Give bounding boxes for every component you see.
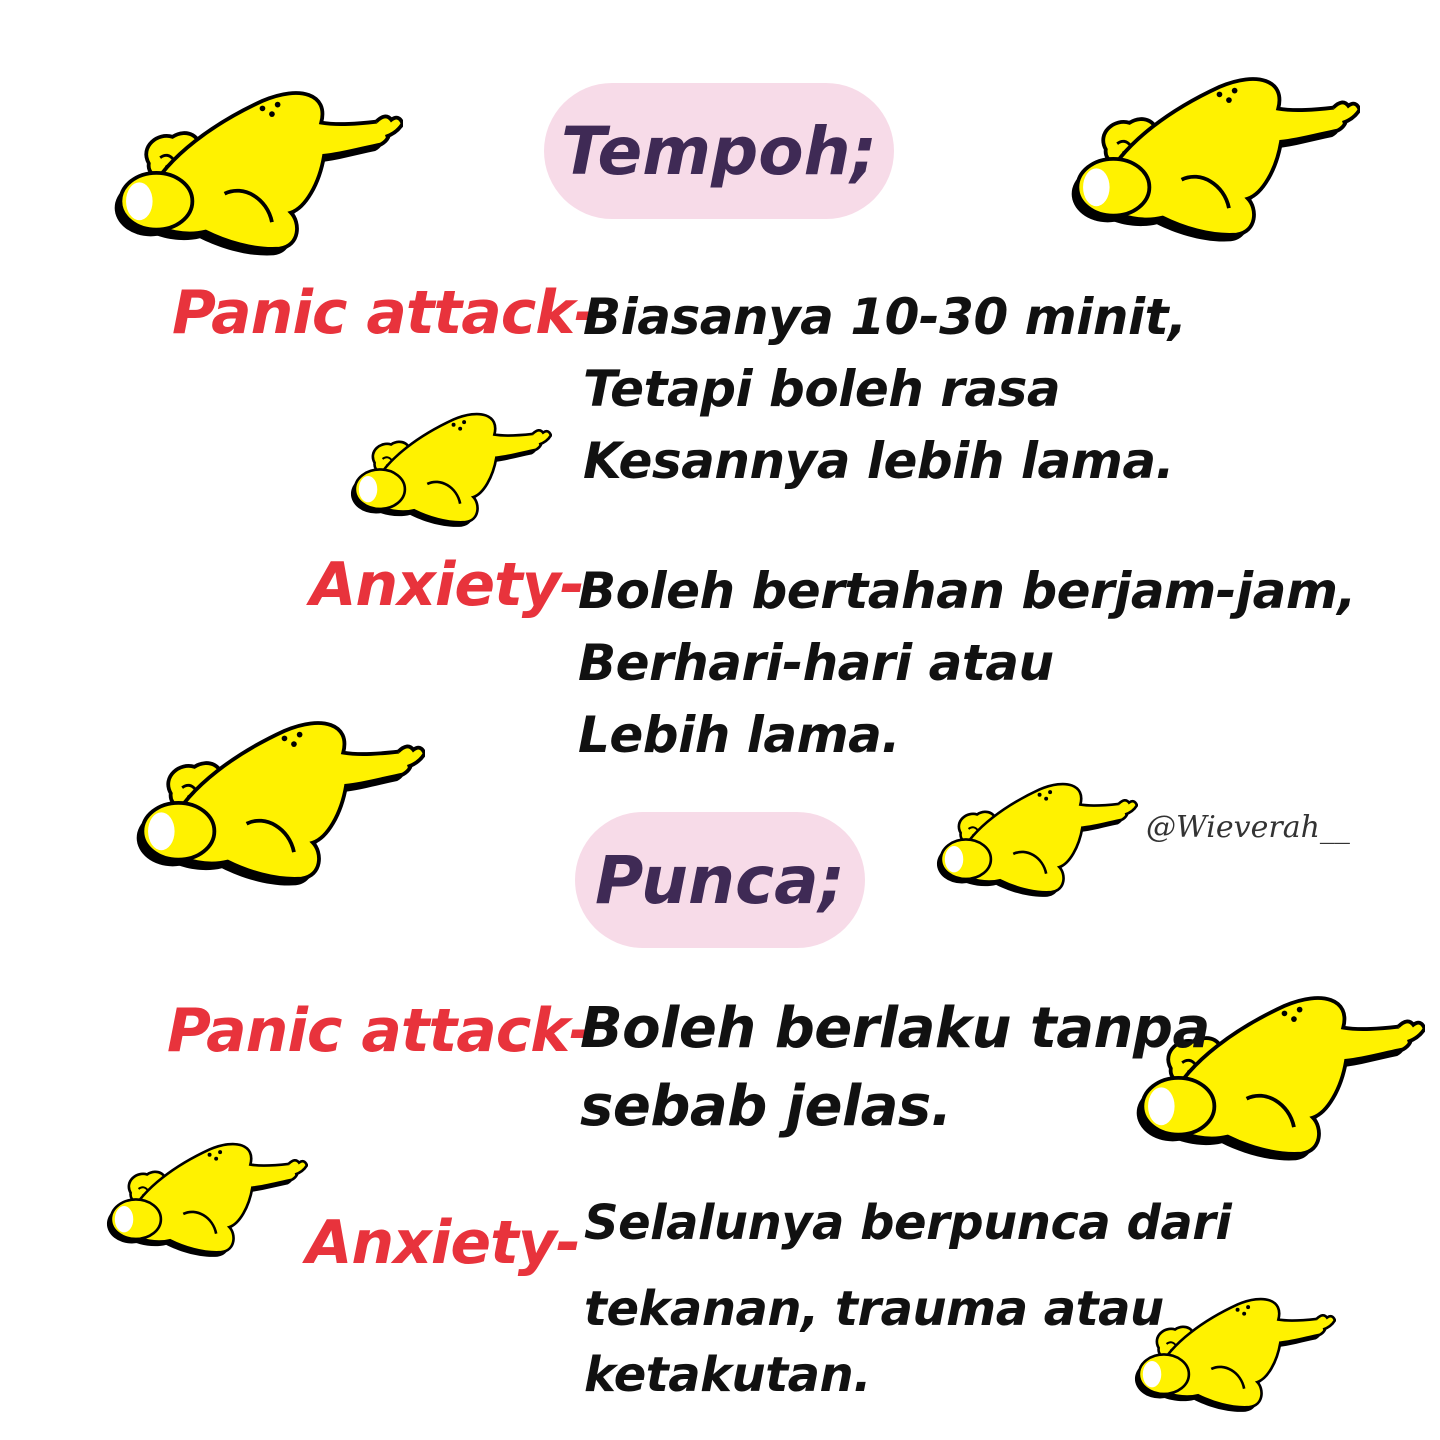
heading-duration: Tempoh; bbox=[560, 112, 877, 190]
text-panic-attack-cause bbox=[580, 996, 1210, 1146]
frog-icon-left-lower bbox=[98, 1135, 308, 1260]
text-anxiety-cause bbox=[584, 1195, 1232, 1415]
text-line: Lebih lama. bbox=[578, 706, 900, 764]
text-line: Selalunya berpunca dari bbox=[584, 1195, 1232, 1251]
text-panic-attack-duration bbox=[583, 288, 1187, 508]
label-anxiety-duration: Anxiety- bbox=[310, 550, 584, 620]
label-panic-attack-cause: Panic attack- bbox=[167, 996, 594, 1066]
text-line: ketakutan. bbox=[584, 1347, 871, 1403]
heading-cause: Punca; bbox=[594, 841, 846, 919]
text-line: Tetapi boleh rasa bbox=[583, 360, 1061, 418]
text-line: Boleh berlaku tanpa bbox=[580, 996, 1210, 1061]
text-line: Kesannya lebih lama. bbox=[583, 432, 1175, 490]
text-anxiety-duration bbox=[578, 562, 1356, 782]
frog-icon-middle-small bbox=[342, 405, 552, 530]
label-anxiety-cause: Anxiety- bbox=[306, 1208, 580, 1278]
frog-icon-near-signature bbox=[928, 775, 1138, 900]
label-panic-attack-duration: Panic attack- bbox=[172, 278, 599, 348]
text-line: sebab jelas. bbox=[580, 1074, 952, 1139]
author-signature: @Wieverah__ bbox=[1146, 810, 1350, 845]
frog-icon-top-right bbox=[1060, 66, 1360, 246]
text-line: Biasanya 10-30 minit, bbox=[583, 288, 1187, 346]
heading-pill-cause bbox=[575, 812, 865, 948]
text-line: tekanan, trauma atau bbox=[584, 1281, 1164, 1337]
text-line: Boleh bertahan berjam-jam, bbox=[578, 562, 1356, 620]
text-line: Berhari-hari atau bbox=[578, 634, 1054, 692]
heading-pill-duration bbox=[544, 83, 894, 219]
frog-icon-left-mid bbox=[125, 710, 425, 890]
frog-icon-top-left bbox=[103, 80, 403, 260]
